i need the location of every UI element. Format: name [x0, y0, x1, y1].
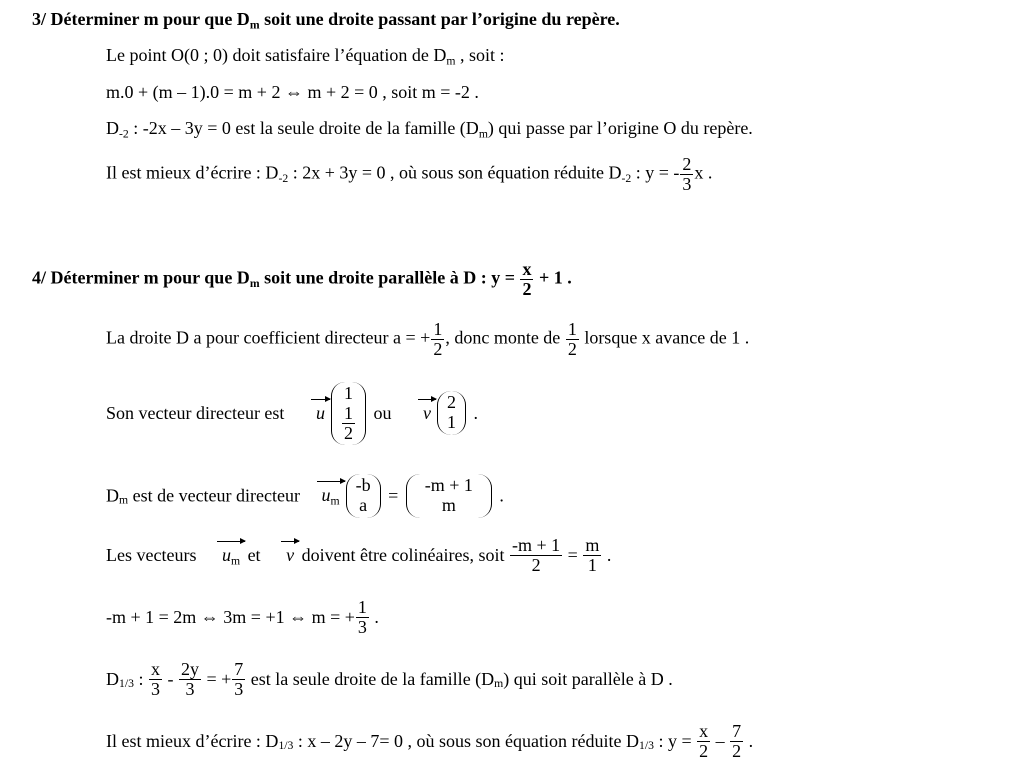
text: .: [494, 485, 504, 506]
text: -m + 1 = 2m ⇔ 3m = +1 ⇔ m = +: [106, 606, 355, 627]
vector-um: $u_m$: [319, 485, 343, 506]
heading-text: soit une droite passant par l’origine du repère.: [259, 9, 620, 29]
subscript: m: [249, 277, 260, 291]
text: .: [744, 730, 754, 751]
subscript: -2: [119, 127, 129, 141]
text: Le point O(0 ; 0) doit satisfaire l’équation de D: [106, 45, 447, 65]
fraction: $\frac{7}{2}$: [732, 721, 742, 761]
text: D: [106, 485, 119, 506]
equation-text: m.0 + (m – 1).0 = m + 2 ⇔ m + 2 = 0 , soit m = -2 .: [106, 82, 479, 102]
text: : 2x + 3y = 0 , où sous son équation réduite D: [288, 162, 622, 183]
subscript: -2: [621, 172, 632, 186]
column-vector: 1 $\frac{1}{2}$: [331, 382, 366, 445]
text: La droite D a pour coefficient directeur a = +: [106, 327, 431, 348]
fraction: $\frac{1}{2}$: [433, 319, 443, 359]
subscript: m: [494, 677, 504, 691]
text: =: [563, 544, 583, 565]
text: est de vecteur directeur: [128, 485, 305, 506]
s3-line-2: [106, 82, 479, 103]
subscript: 1/3: [119, 677, 134, 691]
text: .: [602, 544, 612, 565]
text: =: [383, 485, 403, 506]
text: : x – 2y – 7= 0 , où sous son équation réduite D: [293, 730, 639, 751]
fraction: $\frac{-m + 1}{2}$: [512, 535, 561, 575]
text: Son vecteur directeur est: [106, 402, 289, 423]
text: Il est mieux d’écrire : D: [106, 730, 279, 751]
fraction: $\frac{2}{3}$: [682, 154, 692, 194]
s3-line-3: [106, 118, 753, 139]
text: = +: [201, 668, 232, 689]
s4-line-7: [106, 722, 753, 761]
text: , soit :: [455, 45, 505, 65]
text: doivent être colinéaires, soit: [297, 544, 509, 565]
text: ) qui soit parallèle à D .: [503, 668, 673, 689]
text: :: [133, 668, 148, 689]
subscript: -2: [278, 172, 289, 186]
subscript: 1/3: [278, 739, 294, 753]
fraction: $\frac{2y}{3}$: [180, 659, 199, 699]
text: : y =: [653, 730, 697, 751]
text: .: [468, 402, 478, 423]
heading-text: 4/ Déterminer m pour que D: [32, 267, 250, 288]
text: D: [106, 668, 119, 689]
subscript: m: [446, 54, 456, 68]
s4-line-3: [106, 474, 504, 518]
text: : y = -: [631, 162, 680, 183]
fraction: $\frac{x}{3}$: [150, 659, 160, 699]
section-4-heading: [32, 260, 572, 299]
section-3-heading: [32, 9, 620, 30]
s4-line-2: [106, 382, 478, 445]
subscript: m: [249, 18, 260, 32]
text: –: [711, 730, 730, 751]
text: , donc monte de: [445, 327, 565, 348]
s4-line-1: [106, 320, 749, 359]
subscript: m: [119, 493, 129, 507]
subscript: m: [478, 127, 488, 141]
text: et: [243, 544, 266, 565]
column-vector: -b a: [346, 474, 381, 518]
fraction: $\frac{7}{3}$: [234, 659, 244, 699]
heading-text: soit une droite parallèle à D : y =: [259, 267, 520, 288]
fraction: $\frac{1}{2}$: [343, 402, 353, 443]
s4-line-5: [106, 598, 379, 637]
s3-line-4: [106, 155, 712, 194]
text: x .: [694, 162, 713, 183]
vector-u: u: [313, 403, 328, 424]
fraction: $\frac{1}{3}$: [357, 597, 367, 637]
fraction: $\frac{x}{2}$: [522, 259, 532, 299]
subscript: 1/3: [639, 739, 654, 753]
fraction: $\frac{1}{2}$: [567, 319, 577, 359]
vector-v: v: [283, 545, 297, 566]
fraction: $\frac{m}{1}$: [585, 535, 600, 575]
vector-v: v: [420, 403, 434, 424]
heading-text: 3/ Déterminer m pour que D: [32, 9, 250, 29]
text: est la seule droite de la famille (D: [246, 668, 495, 689]
s4-line-6: [106, 660, 673, 699]
fraction: $\frac{x}{2}$: [699, 721, 709, 761]
column-vector: -m + 1 m: [406, 474, 492, 518]
text: Les vecteurs: [106, 544, 201, 565]
text: D: [106, 118, 119, 138]
text: .: [369, 606, 379, 627]
s3-line-1: [106, 45, 505, 66]
column-vector: 2 1: [437, 391, 466, 435]
text: ) qui passe par l’origine O du repère.: [487, 118, 753, 138]
text: ou: [368, 402, 396, 423]
heading-text: + 1 .: [534, 267, 572, 288]
text: : -2x – 3y = 0 est la seule droite de la famille (D: [128, 118, 479, 138]
text: lorsque x avance de 1 .: [579, 327, 750, 348]
vector-um: $u_m$: [219, 545, 243, 566]
s4-line-4: [106, 536, 611, 575]
text: Il est mieux d’écrire : D: [106, 162, 279, 183]
text: -: [162, 668, 178, 689]
